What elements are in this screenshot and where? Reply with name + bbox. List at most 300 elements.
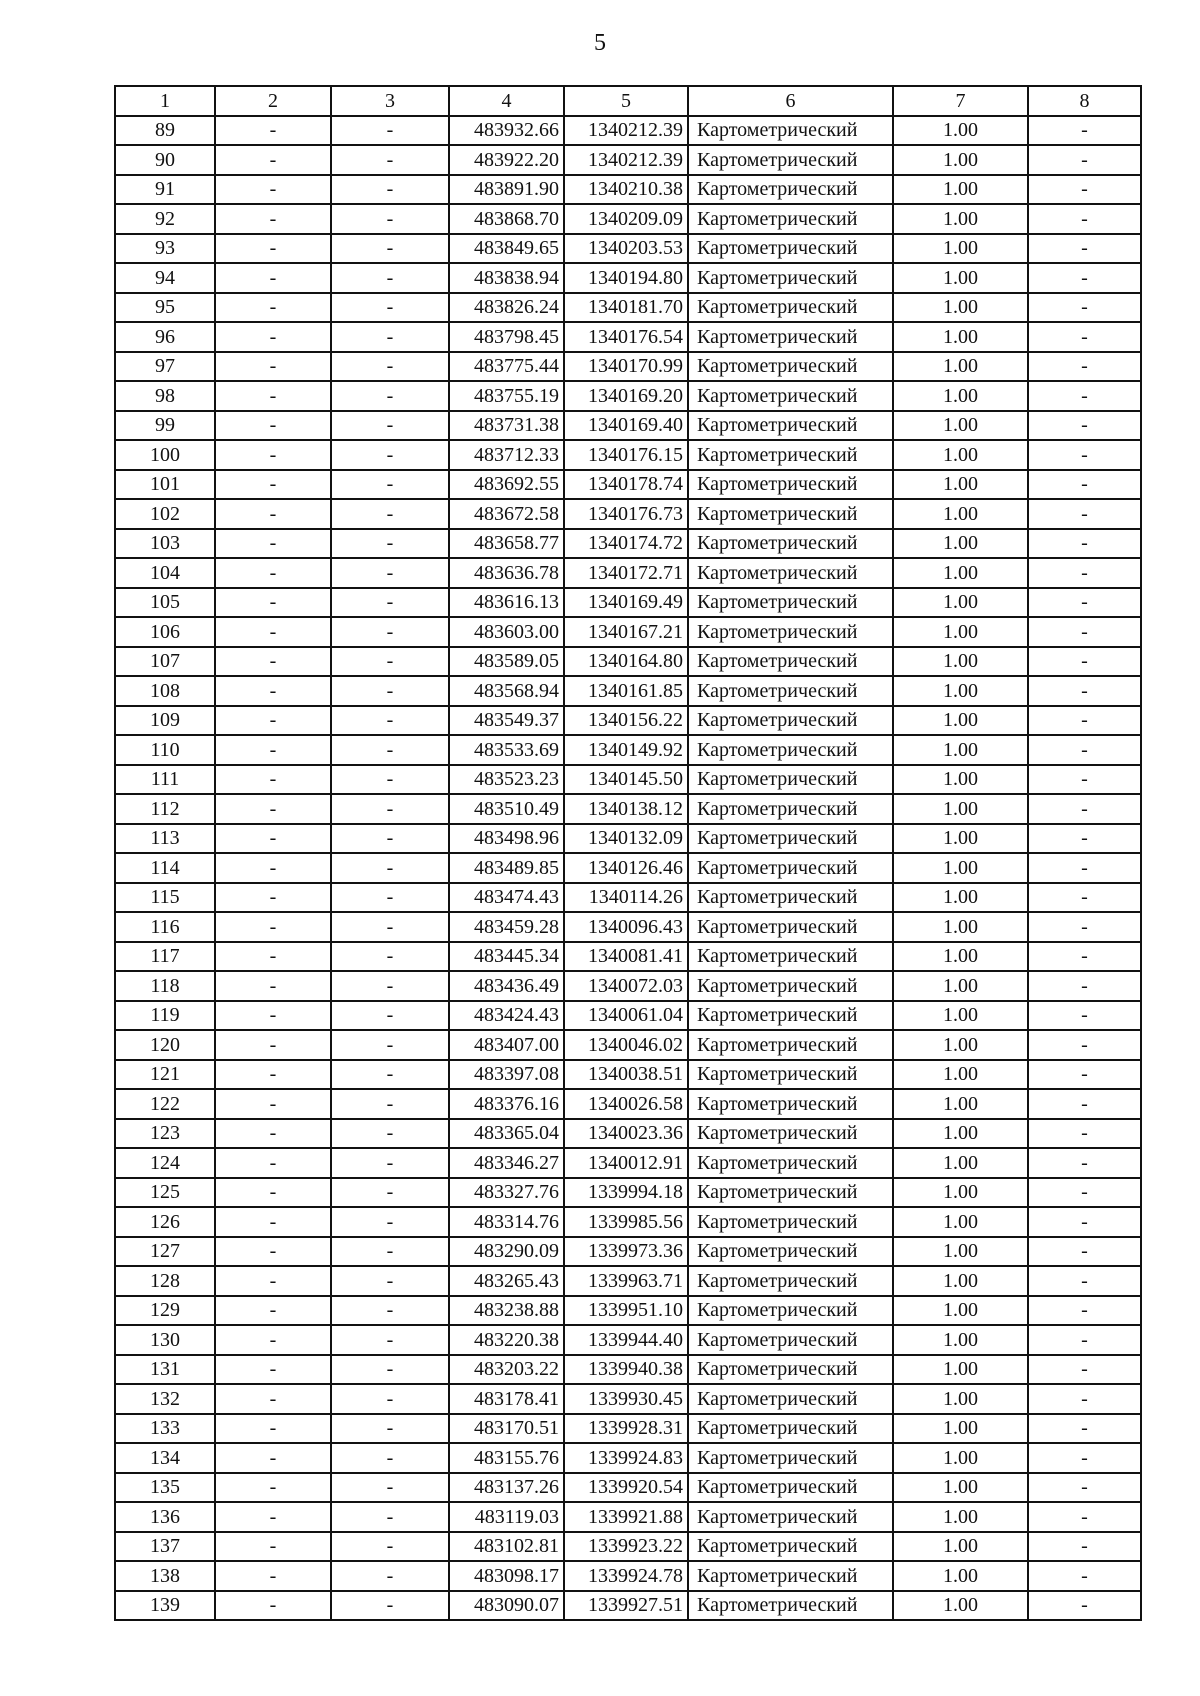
point-number-cell: 105 (115, 588, 215, 618)
table-row (115, 824, 1141, 854)
col3-cell: - (331, 381, 449, 411)
x-coordinate-cell: 483775.44 (449, 352, 564, 382)
x-coordinate-cell: 483137.26 (449, 1473, 564, 1503)
accuracy-cell: 1.00 (893, 647, 1028, 677)
table-row (115, 529, 1141, 559)
col2-cell: - (215, 617, 331, 647)
accuracy-cell: 1.00 (893, 765, 1028, 795)
y-coordinate-cell: 1340176.73 (564, 499, 688, 529)
method-cell: Картометрический (688, 263, 893, 293)
col8-cell: - (1028, 499, 1141, 529)
x-coordinate-cell: 483407.00 (449, 1030, 564, 1060)
point-number-cell: 112 (115, 794, 215, 824)
col2-cell: - (215, 1178, 331, 1208)
col2-cell: - (215, 470, 331, 500)
col8-cell: - (1028, 440, 1141, 470)
col2-cell: - (215, 647, 331, 677)
col3-cell: - (331, 440, 449, 470)
method-cell: Картометрический (688, 411, 893, 441)
x-coordinate-cell: 483327.76 (449, 1178, 564, 1208)
y-coordinate-cell: 1339928.31 (564, 1414, 688, 1444)
table-row (115, 1148, 1141, 1178)
point-number-cell: 126 (115, 1207, 215, 1237)
y-coordinate-cell: 1340172.71 (564, 558, 688, 588)
x-coordinate-cell: 483589.05 (449, 647, 564, 677)
x-coordinate-cell: 483102.81 (449, 1532, 564, 1562)
table-row (115, 440, 1141, 470)
y-coordinate-cell: 1340114.26 (564, 883, 688, 913)
accuracy-cell: 1.00 (893, 175, 1028, 205)
col8-cell: - (1028, 1089, 1141, 1119)
table-header-row (115, 86, 1141, 116)
method-cell: Картометрический (688, 1591, 893, 1621)
col8-cell: - (1028, 1030, 1141, 1060)
x-coordinate-cell: 483178.41 (449, 1384, 564, 1414)
col8-cell: - (1028, 588, 1141, 618)
col2-cell: - (215, 853, 331, 883)
accuracy-cell: 1.00 (893, 853, 1028, 883)
y-coordinate-cell: 1340203.53 (564, 234, 688, 264)
point-number-cell: 101 (115, 470, 215, 500)
table-row (115, 234, 1141, 264)
col2-cell: - (215, 1355, 331, 1385)
y-coordinate-cell: 1340210.38 (564, 175, 688, 205)
column-header: 7 (893, 86, 1028, 116)
table-row (115, 1384, 1141, 1414)
point-number-cell: 90 (115, 145, 215, 175)
x-coordinate-cell: 483220.38 (449, 1325, 564, 1355)
table-row (115, 116, 1141, 146)
x-coordinate-cell: 483533.69 (449, 735, 564, 765)
table-row (115, 1237, 1141, 1267)
table-row (115, 1296, 1141, 1326)
point-number-cell: 127 (115, 1237, 215, 1267)
method-cell: Картометрический (688, 1414, 893, 1444)
col8-cell: - (1028, 617, 1141, 647)
accuracy-cell: 1.00 (893, 1443, 1028, 1473)
y-coordinate-cell: 1340132.09 (564, 824, 688, 854)
x-coordinate-cell: 483314.76 (449, 1207, 564, 1237)
col8-cell: - (1028, 1207, 1141, 1237)
point-number-cell: 137 (115, 1532, 215, 1562)
y-coordinate-cell: 1340072.03 (564, 971, 688, 1001)
y-coordinate-cell: 1340149.92 (564, 735, 688, 765)
col8-cell: - (1028, 529, 1141, 559)
accuracy-cell: 1.00 (893, 234, 1028, 264)
point-number-cell: 132 (115, 1384, 215, 1414)
accuracy-cell: 1.00 (893, 912, 1028, 942)
y-coordinate-cell: 1339921.88 (564, 1502, 688, 1532)
accuracy-cell: 1.00 (893, 1089, 1028, 1119)
col2-cell: - (215, 794, 331, 824)
method-cell: Картометрический (688, 1355, 893, 1385)
table-row (115, 1532, 1141, 1562)
y-coordinate-cell: 1339940.38 (564, 1355, 688, 1385)
y-coordinate-cell: 1340126.46 (564, 853, 688, 883)
col3-cell: - (331, 1355, 449, 1385)
col3-cell: - (331, 676, 449, 706)
col8-cell: - (1028, 824, 1141, 854)
col8-cell: - (1028, 1266, 1141, 1296)
col8-cell: - (1028, 794, 1141, 824)
x-coordinate-cell: 483755.19 (449, 381, 564, 411)
col3-cell: - (331, 175, 449, 205)
col3-cell: - (331, 1178, 449, 1208)
col3-cell: - (331, 1473, 449, 1503)
y-coordinate-cell: 1339985.56 (564, 1207, 688, 1237)
col8-cell: - (1028, 765, 1141, 795)
accuracy-cell: 1.00 (893, 588, 1028, 618)
table-row (115, 794, 1141, 824)
col2-cell: - (215, 1591, 331, 1621)
method-cell: Картометрический (688, 1443, 893, 1473)
method-cell: Картометрический (688, 883, 893, 913)
y-coordinate-cell: 1340212.39 (564, 145, 688, 175)
y-coordinate-cell: 1339973.36 (564, 1237, 688, 1267)
y-coordinate-cell: 1339924.83 (564, 1443, 688, 1473)
x-coordinate-cell: 483170.51 (449, 1414, 564, 1444)
accuracy-cell: 1.00 (893, 1296, 1028, 1326)
coordinates-table (114, 85, 1142, 1621)
col2-cell: - (215, 824, 331, 854)
method-cell: Картометрический (688, 735, 893, 765)
table-row (115, 735, 1141, 765)
col3-cell: - (331, 647, 449, 677)
point-number-cell: 119 (115, 1001, 215, 1031)
table-row (115, 942, 1141, 972)
col3-cell: - (331, 1030, 449, 1060)
accuracy-cell: 1.00 (893, 322, 1028, 352)
table-row (115, 558, 1141, 588)
table-row (115, 381, 1141, 411)
y-coordinate-cell: 1339930.45 (564, 1384, 688, 1414)
x-coordinate-cell: 483838.94 (449, 263, 564, 293)
col3-cell: - (331, 971, 449, 1001)
col2-cell: - (215, 116, 331, 146)
y-coordinate-cell: 1340145.50 (564, 765, 688, 795)
col2-cell: - (215, 676, 331, 706)
col2-cell: - (215, 1502, 331, 1532)
col3-cell: - (331, 1148, 449, 1178)
col8-cell: - (1028, 942, 1141, 972)
x-coordinate-cell: 483346.27 (449, 1148, 564, 1178)
col8-cell: - (1028, 1325, 1141, 1355)
table-row (115, 1591, 1141, 1621)
y-coordinate-cell: 1340012.91 (564, 1148, 688, 1178)
y-coordinate-cell: 1340170.99 (564, 352, 688, 382)
point-number-cell: 117 (115, 942, 215, 972)
point-number-cell: 116 (115, 912, 215, 942)
col2-cell: - (215, 440, 331, 470)
method-cell: Картометрический (688, 1207, 893, 1237)
accuracy-cell: 1.00 (893, 1502, 1028, 1532)
col3-cell: - (331, 1266, 449, 1296)
col8-cell: - (1028, 1060, 1141, 1090)
col2-cell: - (215, 558, 331, 588)
y-coordinate-cell: 1340081.41 (564, 942, 688, 972)
col3-cell: - (331, 1384, 449, 1414)
table-row (115, 1030, 1141, 1060)
table-row (115, 647, 1141, 677)
table-row (115, 175, 1141, 205)
y-coordinate-cell: 1339920.54 (564, 1473, 688, 1503)
y-coordinate-cell: 1339944.40 (564, 1325, 688, 1355)
col8-cell: - (1028, 1148, 1141, 1178)
table-row (115, 1060, 1141, 1090)
point-number-cell: 124 (115, 1148, 215, 1178)
point-number-cell: 134 (115, 1443, 215, 1473)
method-cell: Картометрический (688, 470, 893, 500)
accuracy-cell: 1.00 (893, 1473, 1028, 1503)
accuracy-cell: 1.00 (893, 1237, 1028, 1267)
col8-cell: - (1028, 912, 1141, 942)
table-body (115, 116, 1141, 1621)
table-row (115, 499, 1141, 529)
method-cell: Картометрический (688, 1266, 893, 1296)
col3-cell: - (331, 499, 449, 529)
col2-cell: - (215, 1296, 331, 1326)
y-coordinate-cell: 1339924.78 (564, 1561, 688, 1591)
col2-cell: - (215, 588, 331, 618)
table-row (115, 912, 1141, 942)
y-coordinate-cell: 1340174.72 (564, 529, 688, 559)
x-coordinate-cell: 483731.38 (449, 411, 564, 441)
x-coordinate-cell: 483616.13 (449, 588, 564, 618)
col3-cell: - (331, 824, 449, 854)
table-row (115, 588, 1141, 618)
col2-cell: - (215, 765, 331, 795)
col8-cell: - (1028, 1561, 1141, 1591)
table-row (115, 1414, 1141, 1444)
col8-cell: - (1028, 1532, 1141, 1562)
table-row (115, 1001, 1141, 1031)
accuracy-cell: 1.00 (893, 706, 1028, 736)
point-number-cell: 98 (115, 381, 215, 411)
point-number-cell: 130 (115, 1325, 215, 1355)
accuracy-cell: 1.00 (893, 1119, 1028, 1149)
y-coordinate-cell: 1340169.20 (564, 381, 688, 411)
accuracy-cell: 1.00 (893, 1325, 1028, 1355)
col8-cell: - (1028, 1001, 1141, 1031)
table-row (115, 765, 1141, 795)
y-coordinate-cell: 1339923.22 (564, 1532, 688, 1562)
col3-cell: - (331, 322, 449, 352)
x-coordinate-cell: 483868.70 (449, 204, 564, 234)
col2-cell: - (215, 1060, 331, 1090)
accuracy-cell: 1.00 (893, 204, 1028, 234)
x-coordinate-cell: 483568.94 (449, 676, 564, 706)
col2-cell: - (215, 1148, 331, 1178)
col2-cell: - (215, 1237, 331, 1267)
col3-cell: - (331, 293, 449, 323)
col2-cell: - (215, 1384, 331, 1414)
point-number-cell: 89 (115, 116, 215, 146)
x-coordinate-cell: 483712.33 (449, 440, 564, 470)
col3-cell: - (331, 1001, 449, 1031)
col8-cell: - (1028, 853, 1141, 883)
col8-cell: - (1028, 1296, 1141, 1326)
col3-cell: - (331, 1443, 449, 1473)
method-cell: Картометрический (688, 116, 893, 146)
method-cell: Картометрический (688, 824, 893, 854)
method-cell: Картометрический (688, 588, 893, 618)
table-row (115, 322, 1141, 352)
accuracy-cell: 1.00 (893, 1266, 1028, 1296)
method-cell: Картометрический (688, 440, 893, 470)
col8-cell: - (1028, 116, 1141, 146)
col8-cell: - (1028, 1591, 1141, 1621)
col3-cell: - (331, 942, 449, 972)
x-coordinate-cell: 483090.07 (449, 1591, 564, 1621)
accuracy-cell: 1.00 (893, 676, 1028, 706)
x-coordinate-cell: 483672.58 (449, 499, 564, 529)
accuracy-cell: 1.00 (893, 1591, 1028, 1621)
col3-cell: - (331, 234, 449, 264)
point-number-cell: 94 (115, 263, 215, 293)
col3-cell: - (331, 1119, 449, 1149)
point-number-cell: 102 (115, 499, 215, 529)
col8-cell: - (1028, 735, 1141, 765)
table-row (115, 263, 1141, 293)
point-number-cell: 95 (115, 293, 215, 323)
col8-cell: - (1028, 647, 1141, 677)
col3-cell: - (331, 883, 449, 913)
col8-cell: - (1028, 322, 1141, 352)
x-coordinate-cell: 483798.45 (449, 322, 564, 352)
col2-cell: - (215, 1266, 331, 1296)
point-number-cell: 93 (115, 234, 215, 264)
point-number-cell: 96 (115, 322, 215, 352)
col3-cell: - (331, 765, 449, 795)
method-cell: Картометрический (688, 175, 893, 205)
method-cell: Картометрический (688, 204, 893, 234)
table-row (115, 293, 1141, 323)
col2-cell: - (215, 322, 331, 352)
col3-cell: - (331, 1296, 449, 1326)
col2-cell: - (215, 912, 331, 942)
table-row (115, 706, 1141, 736)
x-coordinate-cell: 483891.90 (449, 175, 564, 205)
y-coordinate-cell: 1340156.22 (564, 706, 688, 736)
col3-cell: - (331, 1532, 449, 1562)
table-row (115, 1119, 1141, 1149)
y-coordinate-cell: 1340164.80 (564, 647, 688, 677)
column-header: 3 (331, 86, 449, 116)
point-number-cell: 136 (115, 1502, 215, 1532)
col8-cell: - (1028, 175, 1141, 205)
x-coordinate-cell: 483397.08 (449, 1060, 564, 1090)
point-number-cell: 139 (115, 1591, 215, 1621)
point-number-cell: 110 (115, 735, 215, 765)
col8-cell: - (1028, 352, 1141, 382)
method-cell: Картометрический (688, 1148, 893, 1178)
x-coordinate-cell: 483826.24 (449, 293, 564, 323)
x-coordinate-cell: 483922.20 (449, 145, 564, 175)
point-number-cell: 91 (115, 175, 215, 205)
col8-cell: - (1028, 1355, 1141, 1385)
accuracy-cell: 1.00 (893, 824, 1028, 854)
point-number-cell: 122 (115, 1089, 215, 1119)
y-coordinate-cell: 1340176.54 (564, 322, 688, 352)
accuracy-cell: 1.00 (893, 145, 1028, 175)
col2-cell: - (215, 1532, 331, 1562)
x-coordinate-cell: 483424.43 (449, 1001, 564, 1031)
x-coordinate-cell: 483692.55 (449, 470, 564, 500)
x-coordinate-cell: 483459.28 (449, 912, 564, 942)
col8-cell: - (1028, 706, 1141, 736)
col8-cell: - (1028, 1119, 1141, 1149)
point-number-cell: 120 (115, 1030, 215, 1060)
table-row (115, 853, 1141, 883)
y-coordinate-cell: 1339994.18 (564, 1178, 688, 1208)
point-number-cell: 104 (115, 558, 215, 588)
method-cell: Картометрический (688, 529, 893, 559)
method-cell: Картометрический (688, 558, 893, 588)
accuracy-cell: 1.00 (893, 883, 1028, 913)
col3-cell: - (331, 617, 449, 647)
accuracy-cell: 1.00 (893, 1414, 1028, 1444)
col8-cell: - (1028, 470, 1141, 500)
col2-cell: - (215, 293, 331, 323)
method-cell: Картометрический (688, 499, 893, 529)
column-header: 6 (688, 86, 893, 116)
table-row (115, 676, 1141, 706)
x-coordinate-cell: 483498.96 (449, 824, 564, 854)
table-row (115, 411, 1141, 441)
method-cell: Картометрический (688, 1384, 893, 1414)
table-row (115, 1561, 1141, 1591)
point-number-cell: 113 (115, 824, 215, 854)
method-cell: Картометрический (688, 145, 893, 175)
col2-cell: - (215, 1325, 331, 1355)
col2-cell: - (215, 1030, 331, 1060)
y-coordinate-cell: 1340026.58 (564, 1089, 688, 1119)
method-cell: Картометрический (688, 765, 893, 795)
accuracy-cell: 1.00 (893, 440, 1028, 470)
table-row (115, 1266, 1141, 1296)
x-coordinate-cell: 483932.66 (449, 116, 564, 146)
point-number-cell: 92 (115, 204, 215, 234)
page-number: 5 (594, 30, 606, 56)
method-cell: Картометрический (688, 1060, 893, 1090)
col2-cell: - (215, 381, 331, 411)
method-cell: Картометрический (688, 1001, 893, 1031)
y-coordinate-cell: 1340167.21 (564, 617, 688, 647)
col8-cell: - (1028, 971, 1141, 1001)
x-coordinate-cell: 483445.34 (449, 942, 564, 972)
col8-cell: - (1028, 1443, 1141, 1473)
col2-cell: - (215, 145, 331, 175)
point-number-cell: 103 (115, 529, 215, 559)
method-cell: Картометрический (688, 1178, 893, 1208)
method-cell: Картометрический (688, 706, 893, 736)
col2-cell: - (215, 1119, 331, 1149)
y-coordinate-cell: 1340138.12 (564, 794, 688, 824)
col8-cell: - (1028, 676, 1141, 706)
col3-cell: - (331, 1561, 449, 1591)
column-header: 5 (564, 86, 688, 116)
point-number-cell: 99 (115, 411, 215, 441)
y-coordinate-cell: 1340096.43 (564, 912, 688, 942)
y-coordinate-cell: 1340178.74 (564, 470, 688, 500)
col2-cell: - (215, 706, 331, 736)
method-cell: Картометрический (688, 971, 893, 1001)
method-cell: Картометрический (688, 352, 893, 382)
x-coordinate-cell: 483849.65 (449, 234, 564, 264)
point-number-cell: 131 (115, 1355, 215, 1385)
x-coordinate-cell: 483658.77 (449, 529, 564, 559)
col2-cell: - (215, 529, 331, 559)
